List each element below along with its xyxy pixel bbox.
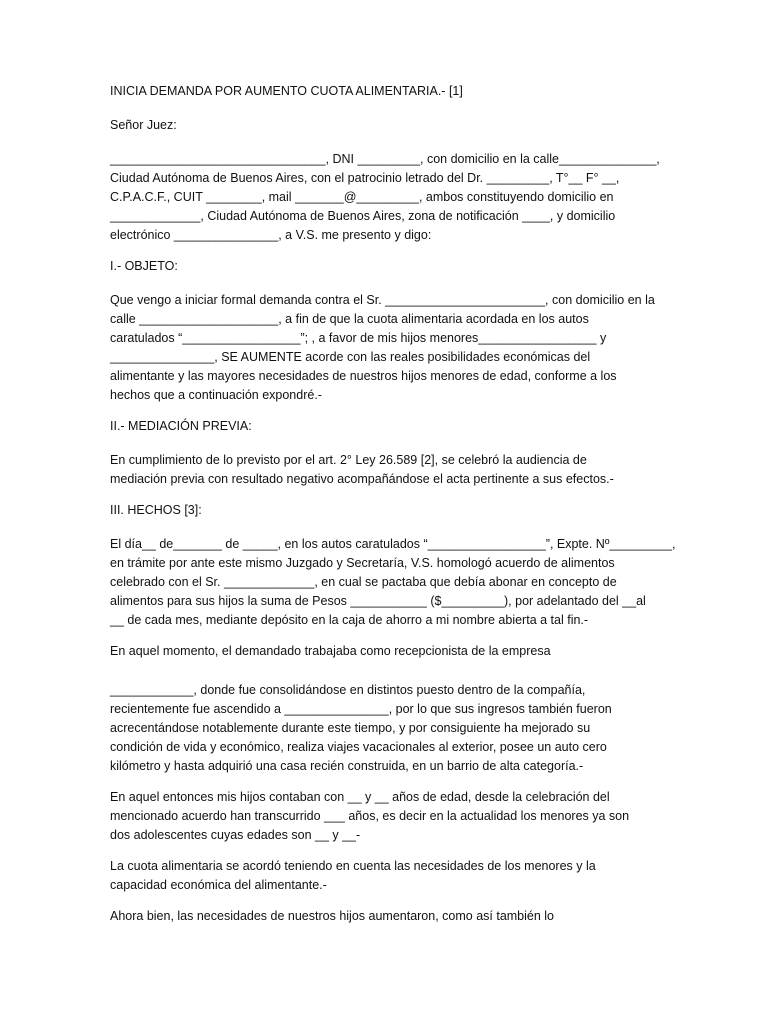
hechos-paragraph-6 — [110, 907, 660, 926]
text-line: En cumplimiento de lo previsto por el art. 2° Ley 26.589 [2], se celebró la audiencia de — [110, 453, 587, 467]
objeto-paragraph — [110, 291, 660, 405]
text-line: _______________________________, DNI _________, con domicilio en la calle______________, — [110, 152, 660, 166]
text-line: condición de vida y económico, realiza viajes vacacionales al exterior, posee un auto cero — [110, 740, 607, 754]
text-line: hechos que a continuación expondré.- — [110, 388, 322, 402]
text-line: Que vengo a iniciar formal demanda contra el Sr. _______________________, con domicilio en la — [110, 293, 655, 307]
text-line: _____________, Ciudad Autónoma de Buenos Aires, zona de notificación ____, y domicilio — [110, 209, 616, 223]
text-line: El día__ de_______ de _____, en los autos caratulados “_________________”, Expte. Nº_________, — [110, 537, 676, 551]
text-line: en trámite por ante este mismo Juzgado y Secretaría, V.S. homologó acuerdo de alimentos — [110, 556, 615, 570]
text-line: _______________, SE AUMENTE acorde con las reales posibilidades económicas del — [110, 350, 591, 364]
text-line: En aquel momento, el demandado trabajaba como recepcionista de la empresa — [110, 644, 551, 658]
text-line: alimentos para sus hijos la suma de Pesos ___________ ($_________), por adelantado del __al — [110, 594, 646, 608]
text-line: capacidad económica del alimentante.- — [110, 878, 327, 892]
text-line: C.P.A.C.F., CUIT ________, mail _______@_________, ambos constituyendo domicilio en — [110, 190, 614, 204]
text-line: __ de cada mes, mediante depósito en la caja de ahorro a mi nombre abierta a tal fin.- — [110, 613, 589, 627]
section-heading-mediacion: II.- MEDIACIÓN PREVIA: — [110, 419, 252, 433]
text-line: En aquel entonces mis hijos contaban con __ y __ años de edad, desde la celebración del — [110, 790, 610, 804]
text-line: caratulados “_________________”; , a favor de mis hijos menores_________________ y — [110, 331, 607, 345]
intro-paragraph — [110, 150, 660, 245]
mediacion-paragraph — [110, 451, 660, 489]
text-line: ____________, donde fue consolidándose en distintos puesto dentro de la compañía, — [110, 683, 586, 697]
text-line: Ahora bien, las necesidades de nuestros hijos aumentaron, como así también lo — [110, 909, 555, 923]
text-line: electrónico _______________, a V.S. me presento y digo: — [110, 228, 432, 242]
salutation: Señor Juez: — [110, 118, 177, 132]
text-line: mencionado acuerdo han transcurrido ___ años, es decir en la actualidad los menores ya son — [110, 809, 630, 823]
text-line: dos adolescentes cuyas edades son __ y __- — [110, 828, 361, 842]
hechos-paragraph-2 — [110, 642, 660, 661]
text-line: kilómetro y hasta adquirió una casa recién construida, en un barrio de alta categoría.- — [110, 759, 584, 773]
section-heading-hechos: III. HECHOS [3]: — [110, 503, 202, 517]
text-line: acrecentándose notablemente durante este tiempo, y por consiguiente ha mejorado su — [110, 721, 591, 735]
text-line: calle ____________________, a fin de que la cuota alimentaria acordada en los autos — [110, 312, 589, 326]
hechos-paragraph-4 — [110, 788, 660, 845]
text-line: La cuota alimentaria se acordó teniendo en cuenta las necesidades de los menores y la — [110, 859, 596, 873]
document-title: INICIA DEMANDA POR AUMENTO CUOTA ALIMENTARIA.- [1] — [110, 84, 463, 98]
hechos-paragraph-5 — [110, 857, 660, 895]
text-line: mediación previa con resultado negativo acompañándose el acta pertinente a sus efectos.- — [110, 472, 614, 486]
text-line: alimentante y las mayores necesidades de nuestros hijos menores de edad, conforme a los — [110, 369, 617, 383]
text-line: celebrado con el Sr. _____________, en cual se pactaba que debía abonar en concepto de — [110, 575, 617, 589]
text-line: recientemente fue ascendido a _______________, por lo que sus ingresos también fueron — [110, 702, 612, 716]
hechos-paragraph-3 — [110, 681, 660, 776]
section-heading-objeto: I.- OBJETO: — [110, 259, 178, 273]
text-line: Ciudad Autónoma de Buenos Aires, con el patrocinio letrado del Dr. _________, T°__ F° __, — [110, 171, 620, 185]
hechos-paragraph-1 — [110, 535, 676, 630]
